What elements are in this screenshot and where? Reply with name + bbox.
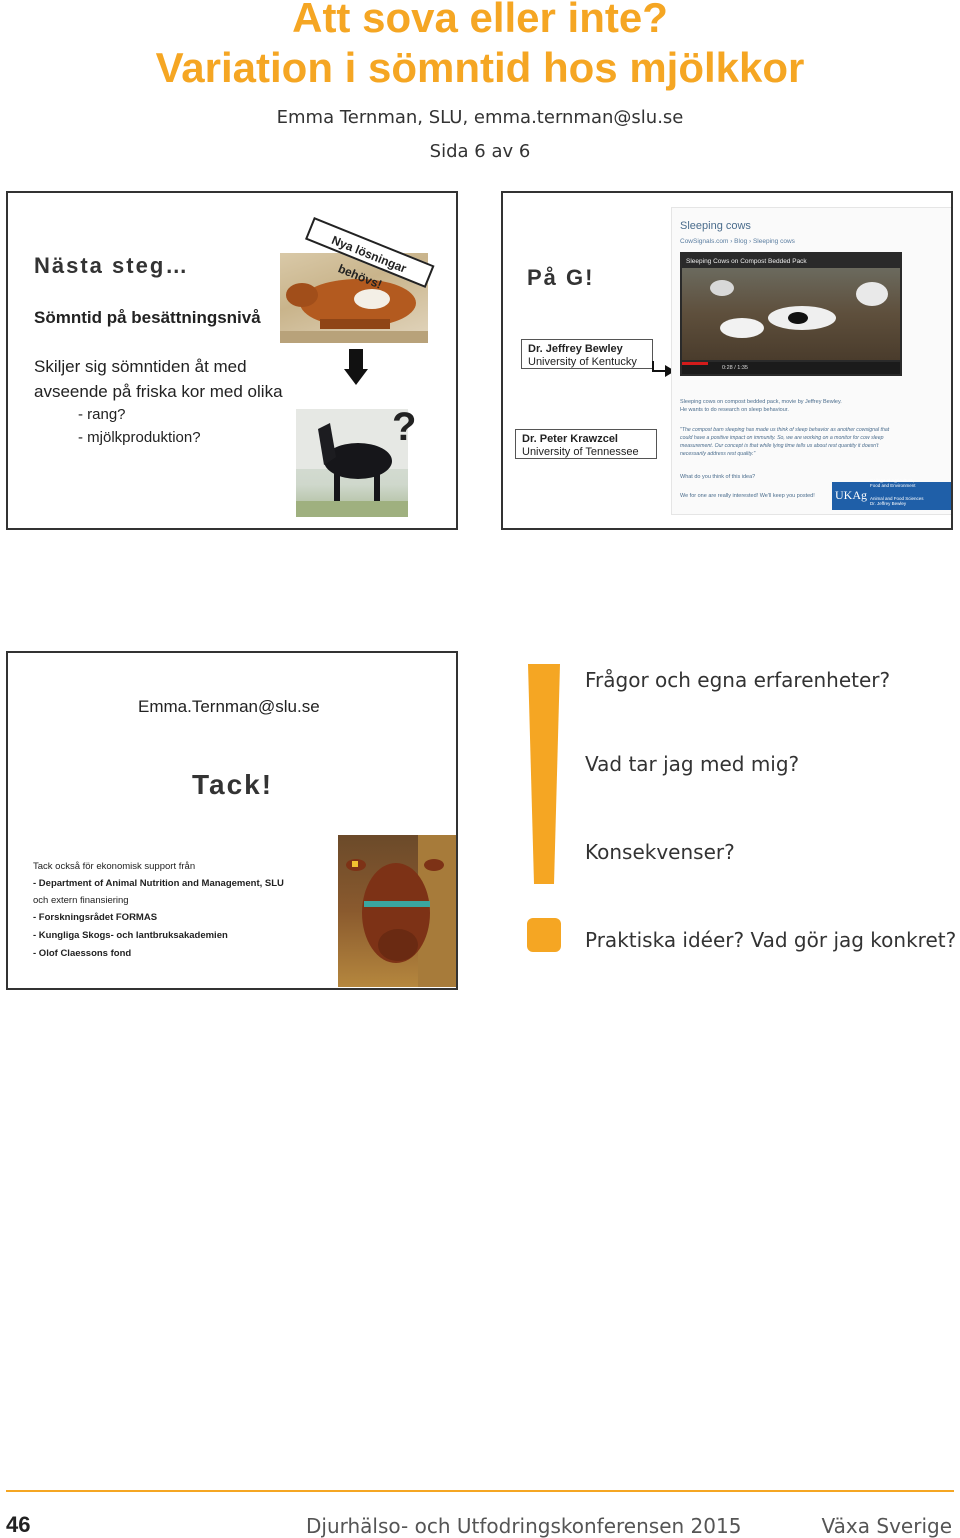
exclamation-dot	[527, 918, 561, 952]
arrow-down-icon	[344, 349, 368, 383]
exclamation-bar	[528, 664, 560, 884]
video-progress	[682, 362, 708, 365]
web-caption-line2: He wants to do research on sleep behaviour.	[680, 407, 789, 413]
ukag-logo-line3: Animal and Food Sciences	[870, 496, 924, 501]
web-breadcrumb: CowSignals.com › Blog › Sleeping cows	[680, 238, 795, 245]
ukag-logo-lines	[870, 478, 916, 488]
speaker-krawzcel	[515, 429, 657, 459]
publisher-name: Växa Sverige	[821, 1514, 952, 1538]
slide-next-steps	[6, 191, 458, 530]
web-quote-line4: necessarily address rest quality."	[680, 451, 756, 457]
support-external: och extern finansiering	[33, 895, 129, 906]
contact-email: Emma.Ternman@slu.se	[138, 697, 320, 716]
ukag-logo-line2: Food and Environment	[870, 483, 916, 488]
question-consequences: Konsekvenser?	[585, 840, 735, 864]
slide1-heading: Nästa steg…	[34, 253, 190, 278]
ukag-logo	[832, 478, 953, 510]
slide1-body-line1: Skiljer sig sömntiden åt med	[34, 357, 247, 376]
support-ksla: - Kungliga Skogs- och lantbruksakademien	[33, 930, 228, 941]
page-info: Sida 6 av 6	[429, 141, 531, 162]
conference-name: Djurhälso- och Utfodringskonferensen 2015	[306, 1514, 742, 1538]
question-experiences: Frågor och egna erfarenheter?	[585, 668, 891, 692]
web-title: Sleeping cows	[680, 220, 751, 232]
speaker-bewley-name: Dr. Jeffrey Bewley	[528, 343, 623, 355]
page-title-line1: Att sova eller inte?	[292, 0, 668, 41]
web-quote-line1: "The compost barn sleeping has made us think of sleep behavior as another cowsignal that	[680, 427, 890, 433]
slide1-subheading: Sömntid på besättningsnivå	[34, 308, 261, 327]
video-controls	[682, 362, 900, 374]
thanks-heading: Tack!	[192, 769, 274, 800]
slide1-bullet-rank: - rang?	[78, 406, 126, 423]
video-frame	[682, 268, 900, 360]
slide-thanks	[6, 651, 458, 990]
author-line: Emma Ternman, SLU, emma.ternman@slu.se	[276, 107, 684, 128]
question-practical: Praktiska idéer? Vad gör jag konkret?	[585, 928, 957, 952]
ukag-logo-line4: Dr. Jeffrey Bewley	[870, 501, 907, 506]
page-title-line2: Variation i sömntid hos mjölkkor	[155, 44, 805, 91]
support-formas: - Forskningsrådet FORMAS	[33, 912, 158, 923]
support-intro: Tack också för ekonomisk support från	[33, 861, 196, 872]
speaker-bewley-affil: University of Kentucky	[528, 356, 637, 368]
slide-in-progress	[501, 191, 953, 530]
web-quote	[680, 426, 889, 458]
video-time: 0:28 / 1:35	[722, 365, 748, 371]
support-slu: - Department of Animal Nutrition and Management, SLU	[33, 878, 284, 889]
speaker-bewley	[521, 339, 653, 369]
support-claesson: - Olof Claessons fond	[33, 948, 132, 959]
web-quote-line2: could have a positive impact on immunity. So, we are working on a monitor for cow sleep	[680, 435, 884, 441]
slide1-bullet-milk: - mjölkproduktion?	[78, 429, 201, 446]
video-player[interactable]	[680, 252, 902, 376]
speaker-krawzcel-name: Dr. Peter Krawzcel	[522, 433, 618, 445]
new-solutions-banner: Nya lösningar behövs!	[305, 217, 435, 288]
slide2-heading: På G!	[527, 265, 595, 290]
question-takeaway: Vad tar jag med mig?	[585, 752, 800, 776]
ukag-logo-text: UKAg	[835, 488, 867, 502]
web-question: What do you think of this idea?	[680, 474, 756, 480]
question-mark: ?	[392, 405, 417, 449]
ukag-logo-line1: College of Agriculture,	[870, 478, 915, 483]
cowsignals-webpage	[671, 207, 953, 515]
ukag-logo-dept	[870, 496, 924, 506]
web-caption-line1: Sleeping cows on compost bedded pack, movie by Jeffrey Bewley.	[680, 399, 842, 405]
video-title: Sleeping Cows on Compost Bedded Pack	[686, 258, 807, 265]
slide1-body-line2: avseende på friska kor med olika	[34, 382, 283, 401]
speaker-krawzcel-affil: University of Tennessee	[522, 446, 639, 458]
web-quote-line3: measurement. Our concept is that while lying time tells us about rest quantity it doesn't	[680, 443, 879, 449]
web-caption	[680, 398, 842, 414]
web-followup: We for one are really interested! We'll keep you posted!	[680, 493, 815, 499]
cow-portrait-photo	[338, 835, 456, 987]
page-number: 46	[6, 1512, 31, 1537]
footer-divider	[6, 1490, 954, 1492]
